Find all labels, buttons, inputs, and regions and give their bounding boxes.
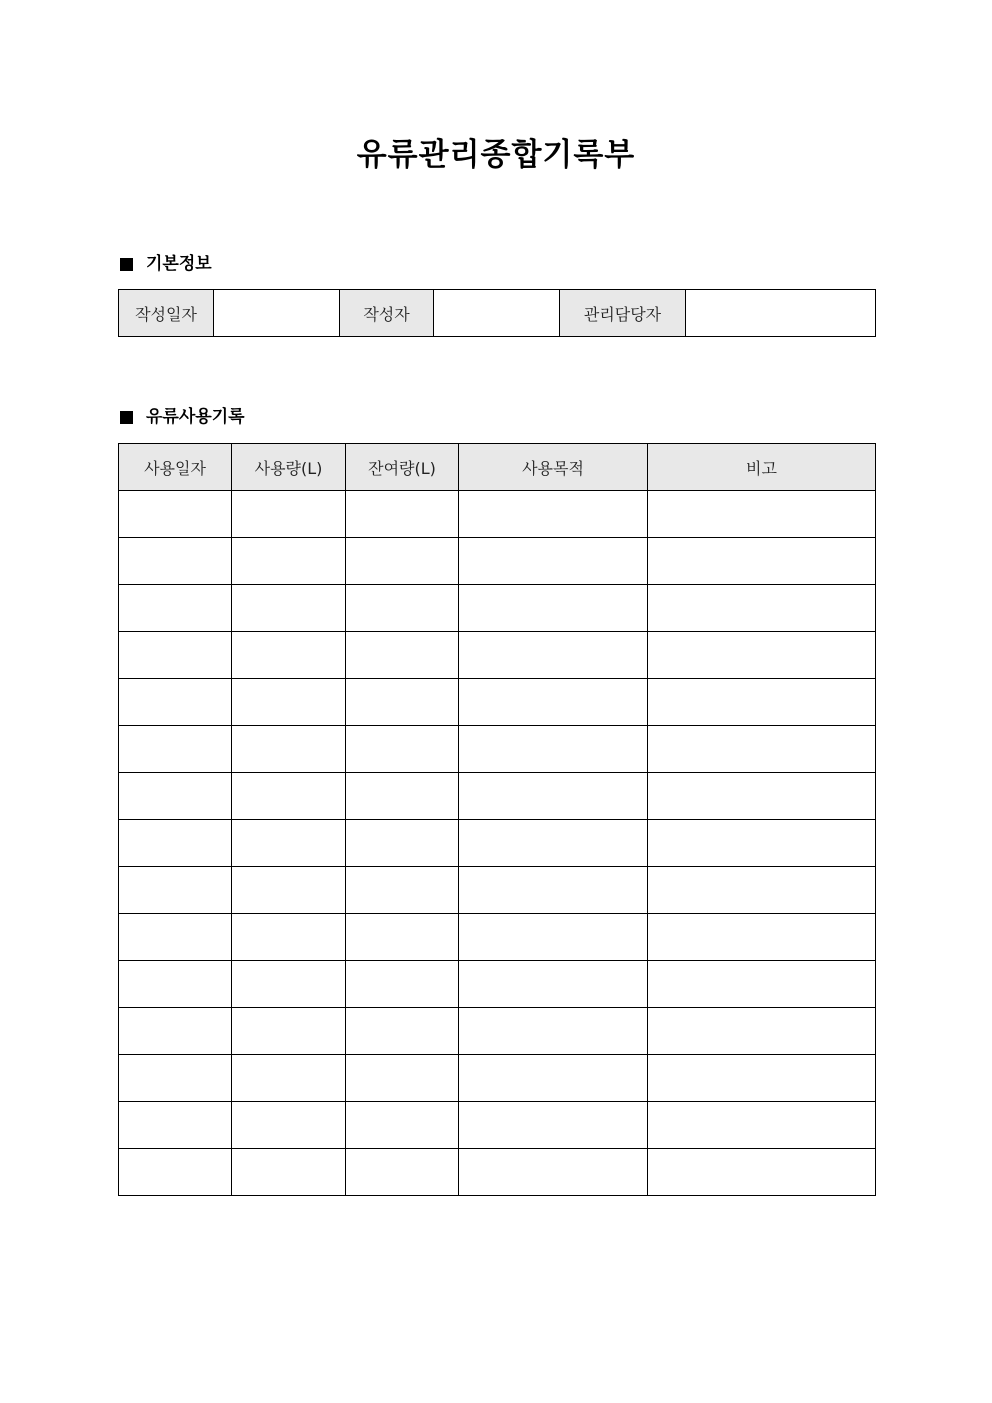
cell-remarks[interactable] [648, 1055, 876, 1102]
cell-purpose[interactable] [459, 1008, 648, 1055]
table-row [119, 491, 876, 538]
cell-amount-used[interactable] [232, 491, 346, 538]
field-label-manager: 관리담당자 [560, 290, 686, 337]
basic-info-row [119, 290, 876, 337]
cell-amount-remaining[interactable] [346, 820, 459, 867]
cell-amount-remaining[interactable] [346, 1149, 459, 1196]
cell-amount-remaining[interactable] [346, 1055, 459, 1102]
cell-purpose[interactable] [459, 679, 648, 726]
table-row [119, 726, 876, 773]
cell-amount-used[interactable] [232, 820, 346, 867]
table-row [119, 773, 876, 820]
table-header-row [119, 444, 876, 491]
section-heading-usage-record [119, 405, 245, 429]
cell-remarks[interactable] [648, 679, 876, 726]
cell-amount-used[interactable] [232, 538, 346, 585]
cell-date[interactable] [119, 632, 232, 679]
cell-purpose[interactable] [459, 726, 648, 773]
square-bullet-icon [120, 411, 133, 424]
table-row [119, 820, 876, 867]
cell-date[interactable] [119, 585, 232, 632]
table-row [119, 1055, 876, 1102]
cell-amount-remaining[interactable] [346, 679, 459, 726]
cell-amount-used[interactable] [232, 679, 346, 726]
cell-amount-used[interactable] [232, 1008, 346, 1055]
section-heading-label: 기본정보 [146, 254, 212, 274]
table-row [119, 1102, 876, 1149]
cell-purpose[interactable] [459, 867, 648, 914]
cell-purpose[interactable] [459, 820, 648, 867]
column-header-remarks: 비고 [648, 444, 876, 491]
table-row [119, 1008, 876, 1055]
cell-date[interactable] [119, 914, 232, 961]
cell-purpose[interactable] [459, 491, 648, 538]
table-row [119, 632, 876, 679]
cell-amount-used[interactable] [232, 726, 346, 773]
cell-date[interactable] [119, 867, 232, 914]
cell-remarks[interactable] [648, 914, 876, 961]
cell-amount-remaining[interactable] [346, 914, 459, 961]
column-header-amount-remaining: 잔여량(L) [346, 444, 459, 491]
cell-purpose[interactable] [459, 1055, 648, 1102]
cell-date[interactable] [119, 1102, 232, 1149]
cell-date[interactable] [119, 820, 232, 867]
cell-amount-remaining[interactable] [346, 726, 459, 773]
table-row [119, 585, 876, 632]
cell-amount-remaining[interactable] [346, 538, 459, 585]
cell-amount-used[interactable] [232, 1102, 346, 1149]
basic-info-table [118, 289, 876, 337]
cell-date[interactable] [119, 679, 232, 726]
table-row [119, 914, 876, 961]
cell-amount-remaining[interactable] [346, 961, 459, 1008]
field-value-manager[interactable] [686, 290, 876, 337]
table-row [119, 538, 876, 585]
square-bullet-icon [120, 258, 133, 271]
table-row [119, 867, 876, 914]
cell-remarks[interactable] [648, 538, 876, 585]
cell-remarks[interactable] [648, 867, 876, 914]
cell-purpose[interactable] [459, 773, 648, 820]
field-value-author[interactable] [434, 290, 560, 337]
usage-record-table [118, 443, 876, 1196]
cell-remarks[interactable] [648, 773, 876, 820]
cell-amount-used[interactable] [232, 585, 346, 632]
cell-remarks[interactable] [648, 632, 876, 679]
field-value-date[interactable] [214, 290, 340, 337]
document-title: 유류관리종합기록부 [356, 137, 636, 173]
cell-amount-remaining[interactable] [346, 632, 459, 679]
cell-date[interactable] [119, 961, 232, 1008]
cell-amount-used[interactable] [232, 867, 346, 914]
cell-remarks[interactable] [648, 726, 876, 773]
cell-amount-remaining[interactable] [346, 1102, 459, 1149]
cell-remarks[interactable] [648, 585, 876, 632]
cell-purpose[interactable] [459, 961, 648, 1008]
cell-amount-used[interactable] [232, 961, 346, 1008]
cell-date[interactable] [119, 773, 232, 820]
table-row [119, 1149, 876, 1196]
cell-purpose[interactable] [459, 1149, 648, 1196]
column-header-amount-used: 사용량(L) [232, 444, 346, 491]
cell-amount-used[interactable] [232, 1055, 346, 1102]
section-heading-label: 유류사용기록 [146, 407, 245, 427]
cell-amount-used[interactable] [232, 773, 346, 820]
cell-purpose[interactable] [459, 914, 648, 961]
cell-purpose[interactable] [459, 538, 648, 585]
cell-date[interactable] [119, 1149, 232, 1196]
cell-purpose[interactable] [459, 1102, 648, 1149]
cell-remarks[interactable] [648, 1008, 876, 1055]
table-row [119, 679, 876, 726]
cell-amount-used[interactable] [232, 914, 346, 961]
cell-date[interactable] [119, 491, 232, 538]
section-heading-basic-info [119, 252, 212, 276]
column-header-date: 사용일자 [119, 444, 232, 491]
cell-date[interactable] [119, 1008, 232, 1055]
cell-remarks[interactable] [648, 1149, 876, 1196]
cell-remarks[interactable] [648, 961, 876, 1008]
cell-remarks[interactable] [648, 820, 876, 867]
field-label-author: 작성자 [340, 290, 434, 337]
cell-remarks[interactable] [648, 1102, 876, 1149]
cell-amount-remaining[interactable] [346, 585, 459, 632]
cell-amount-used[interactable] [232, 1149, 346, 1196]
cell-purpose[interactable] [459, 632, 648, 679]
usage-record-body [119, 491, 876, 1196]
cell-date[interactable] [119, 726, 232, 773]
cell-amount-remaining[interactable] [346, 491, 459, 538]
cell-amount-remaining[interactable] [346, 773, 459, 820]
cell-amount-used[interactable] [232, 632, 346, 679]
cell-amount-remaining[interactable] [346, 1008, 459, 1055]
column-header-purpose: 사용목적 [459, 444, 648, 491]
cell-purpose[interactable] [459, 585, 648, 632]
field-label-date: 작성일자 [119, 290, 214, 337]
table-row [119, 961, 876, 1008]
cell-amount-remaining[interactable] [346, 867, 459, 914]
cell-date[interactable] [119, 1055, 232, 1102]
cell-date[interactable] [119, 538, 232, 585]
cell-remarks[interactable] [648, 491, 876, 538]
